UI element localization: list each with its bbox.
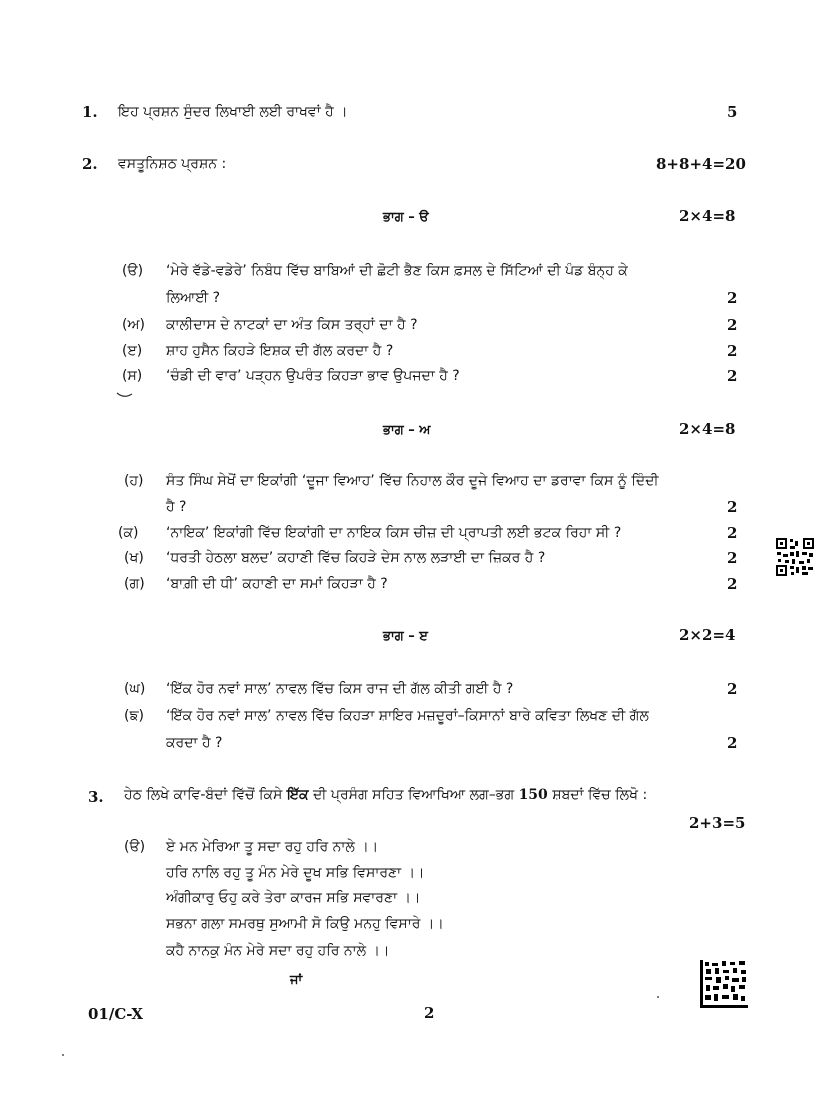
question-2-text: ਵਸਤੂਨਿਸ਼ਠ ਪ੍ਰਸ਼ਨ : xyxy=(118,156,227,172)
poem-line: ਸਭਨਾ ਗਲਾ ਸਮਰਥੁ ਸੁਆਮੀ ਸੋ ਕਿਉ ਮਨਹੁ ਵਿਸਾਰੇ ।। xyxy=(166,916,444,932)
question-3-text-part: ਹੇਠ ਲਿਖੇ ਕਾਵਿ-ਬੰਦਾਂ ਵਿੱਚੋਂ ਕਿਸੇ xyxy=(124,787,287,803)
or-separator: ਜਾਂ xyxy=(290,973,303,988)
question-marks: 2 xyxy=(727,549,738,567)
question-label: (ੳ) xyxy=(124,839,146,855)
question-2-number: 2. xyxy=(82,155,98,173)
question-3-word-count: 150 xyxy=(518,787,548,803)
poem-line: ਏ ਮਨ ਮੇਰਿਆ ਤੂ ਸਦਾ ਰਹੁ ਹਰਿ ਨਾਲੇ ।। xyxy=(166,839,379,855)
question-text-continued: ਹੈ ? xyxy=(166,499,187,515)
question-marks: 2 xyxy=(727,524,738,542)
question-label: (ਅ) xyxy=(122,317,145,333)
question-text: ‘ਚੰਡੀ ਦੀ ਵਾਰ’ ਪੜ੍ਹਨ ਉਪਰੰਤ ਕਿਹੜਾ ਭਾਵ ਉਪਜਦਾ ਹੈ ? xyxy=(166,368,460,384)
question-3-text-part: ਦੀ ਪ੍ਰਸੰਗ ਸਹਿਤ ਵਿਆਖਿਆ ਲਗ–ਭਗ xyxy=(308,787,519,803)
question-text: ਕਾਲੀਦਾਸ ਦੇ ਨਾਟਕਾਂ ਦਾ ਅੰਤ ਕਿਸ ਤਰ੍ਹਾਂ ਦਾ ਹੈ ? xyxy=(166,317,418,333)
question-3-text-part: ਸ਼ਬਦਾਂ ਵਿੱਚ ਲਿਖੋ : xyxy=(547,787,648,803)
question-label: (ਗ) xyxy=(124,576,145,592)
question-label: (ਙ) xyxy=(124,708,145,724)
question-label: (ੲ) xyxy=(122,343,143,359)
question-1-marks: 5 xyxy=(727,103,738,121)
part-b-marks: 2×4=8 xyxy=(679,420,736,438)
question-text: ‘ਨਾਇਕ’ ਇਕਾਂਗੀ ਵਿੱਚ ਇਕਾਂਗੀ ਦਾ ਨਾਇਕ ਕਿਸ ਚੀਜ਼ ਦੀ ਪ੍ਰਾਪਤੀ ਲਈ ਭਟਕ ਰਿਹਾ ਸੀ ? xyxy=(166,525,622,541)
question-text: ‘ਧਰਤੀ ਹੇਠਲਾ ਬਲਦ’ ਕਹਾਣੀ ਵਿੱਚ ਕਿਹੜੇ ਦੇਸ ਨਾਲ ਲੜਾਈ ਦਾ ਜ਼ਿਕਰ ਹੈ ? xyxy=(166,550,546,566)
question-marks: 2 xyxy=(727,498,738,516)
question-text: ‘ਇੱਕ ਹੋਰ ਨਵਾਂ ਸਾਲ’ ਨਾਵਲ ਵਿੱਚ ਕਿਸ ਰਾਜ ਦੀ ਗੱਲ ਕੀਤੀ ਗਈ ਹੈ ? xyxy=(166,681,514,697)
question-text-continued: ਲਿਆਈ ? xyxy=(166,290,221,306)
question-marks: 2 xyxy=(727,575,738,593)
question-3-text xyxy=(124,786,647,804)
question-1-number: 1. xyxy=(82,103,98,121)
question-text: ‘ਇੱਕ ਹੋਰ ਨਵਾਂ ਸਾਲ’ ਨਾਵਲ ਵਿੱਚ ਕਿਹੜਾ ਸ਼ਾਇਰ ਮਜ਼ਦੂਰਾਂ–ਕਿਸਾਨਾਂ ਬਾਰੇ ਕਵਿਤਾ ਲਿਖਣ ਦੀ ਗੱਲ xyxy=(166,708,649,724)
scan-speck xyxy=(62,1054,64,1056)
question-text: ‘ਬਾਗ਼ੀ ਦੀ ਧੀ’ ਕਹਾਣੀ ਦਾ ਸਮਾਂ ਕਿਹੜਾ ਹੈ ? xyxy=(166,576,388,592)
part-c-title: ਭਾਗ – ੲ xyxy=(383,629,428,644)
question-label: (ਕ) xyxy=(118,525,139,541)
qr-code-icon xyxy=(775,537,815,577)
question-marks: 2 xyxy=(727,289,738,307)
question-marks: 2 xyxy=(727,734,738,752)
question-label: (ਖ) xyxy=(124,550,144,566)
question-text-continued: ਕਰਦਾ ਹੈ ? xyxy=(166,735,223,751)
question-marks: 2 xyxy=(727,680,738,698)
question-marks: 2 xyxy=(727,342,738,360)
question-3-number: 3. xyxy=(88,788,104,806)
question-marks: 2 xyxy=(727,367,738,385)
part-b-title: ਭਾਗ – ਅ xyxy=(383,423,431,438)
part-a-title: ਭਾਗ – ੳ xyxy=(383,210,429,225)
paper-code: 01/C-X xyxy=(88,1005,144,1023)
question-label: (ਘ) xyxy=(124,681,146,697)
pen-mark xyxy=(116,390,134,400)
question-label: (ਹ) xyxy=(124,473,144,489)
poem-line: ਹਰਿ ਨਾਲਿ ਰਹੁ ਤੂ ਮੰਨ ਮੇਰੇ ਦੂਖ ਸਭਿ ਵਿਸਾਰਣਾ ।। xyxy=(166,865,425,881)
question-2-marks: 8+8+4=20 xyxy=(656,155,746,173)
question-1-text: ਇਹ ਪ੍ਰਸ਼ਨ ਸੁੰਦਰ ਲਿਖਾਈ ਲਈ ਰਾਖਵਾਂ ਹੈ । xyxy=(118,104,348,120)
question-text: ‘ਮੇਰੇ ਵੱਡੇ-ਵਡੇਰੇ’ ਨਿਬੰਧ ਵਿੱਚ ਬਾਬਿਆਂ ਦੀ ਛੋਟੀ ਭੈਣ ਕਿਸ ਫ਼ਸਲ ਦੇ ਸਿੱਟਿਆਂ ਦੀ ਪੰਡ ਬੰਨ੍ਹ ਕੇ xyxy=(166,263,628,279)
question-label: (ਸ) xyxy=(122,368,143,384)
part-c-marks: 2×2=4 xyxy=(679,626,736,644)
question-text: ਸ਼ਾਹ ਹੁਸੈਨ ਕਿਹੜੇ ਇਸ਼ਕ ਦੀ ਗੱਲ ਕਰਦਾ ਹੈ ? xyxy=(166,343,394,359)
question-3-marks: 2+3=5 xyxy=(689,814,746,832)
page-number: 2 xyxy=(424,1004,435,1022)
data-matrix-code-icon xyxy=(700,960,748,1008)
poem-line: ਅੰਗੀਕਾਰੁ ਓਹੁ ਕਰੇ ਤੇਰਾ ਕਾਰਜ ਸਭਿ ਸਵਾਰਣਾ ।। xyxy=(166,890,421,906)
question-3-text-emphasis: ਇੱਕ xyxy=(286,787,309,803)
question-text: ਸੰਤ ਸਿੰਘ ਸੇਖੋਂ ਦਾ ਇਕਾਂਗੀ ‘ਦੂਜਾ ਵਿਆਹ’ ਵਿੱਚ ਨਿਹਾਲ ਕੌਰ ਦੂਜੇ ਵਿਆਹ ਦਾ ਡਰਾਵਾ ਕਿਸ ਨੂੰ ਦਿੰਦੀ xyxy=(166,473,659,489)
scan-speck xyxy=(657,996,659,998)
question-label: (ੳ) xyxy=(122,263,144,279)
part-a-marks: 2×4=8 xyxy=(679,207,736,225)
poem-line: ਕਹੈ ਨਾਨਕੁ ਮੰਨ ਮੇਰੇ ਸਦਾ ਰਹੁ ਹਰਿ ਨਾਲੇ ।। xyxy=(166,943,390,959)
question-marks: 2 xyxy=(727,316,738,334)
